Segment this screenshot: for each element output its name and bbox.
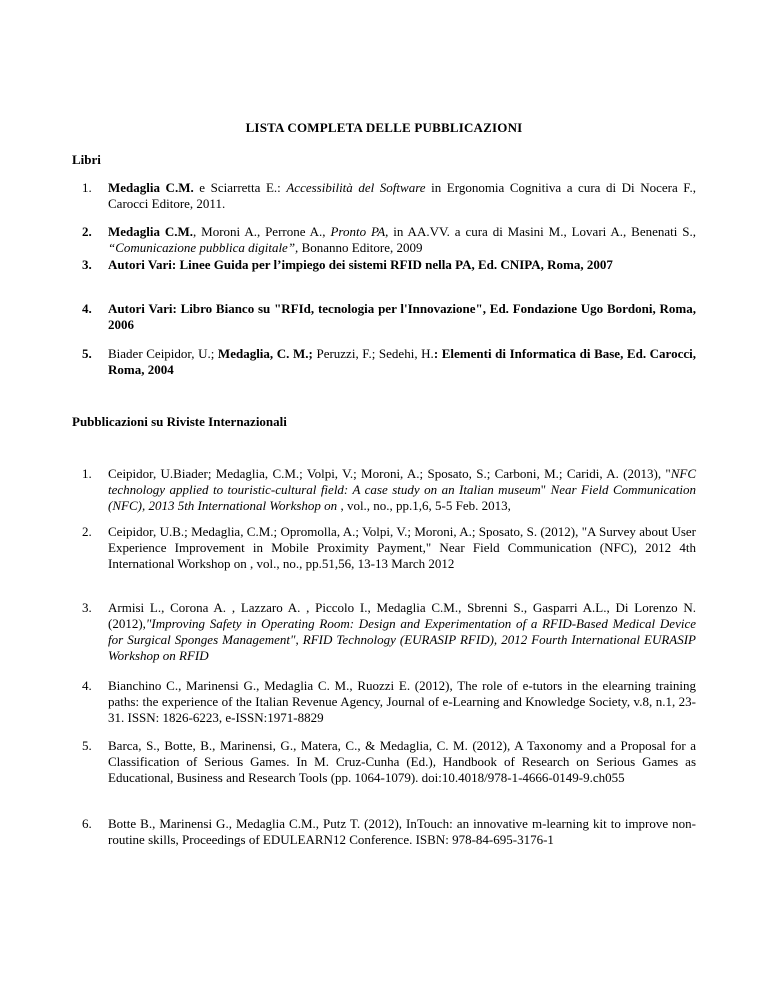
item-number: 4. — [82, 301, 92, 316]
item-text-part: Medaglia C.M. — [108, 180, 194, 195]
item-number: 5. — [82, 346, 92, 361]
item-text-part: Botte B., Marinensi G., Medaglia C.M., Putz T. (2012), InTouch: an innovative m-learning kit to improve non-routine skills, Proceedings of EDULEARN12 Conference. ISBN: 978-84-695-3176-1 — [108, 816, 696, 847]
list-item — [82, 301, 696, 333]
item-text-part: in AA.VV. a cura di Masini M., Lovari A., Benenati S., — [388, 224, 696, 239]
item-text-part: Peruzzi, F.; Sedehi, H. — [312, 346, 434, 361]
item-text-part: , Moroni A., Perrone A., — [193, 224, 331, 239]
list-item — [82, 524, 696, 572]
list-item — [82, 678, 696, 726]
item-text-part: Biader Ceipidor, U.; — [108, 346, 218, 361]
item-number: 6. — [82, 816, 92, 831]
list-item — [82, 257, 696, 273]
item-text-part: Autori Vari: Linee Guida per l’impiego dei sistemi RFID nella PA, Ed. CNIPA, Roma, 2007 — [108, 257, 613, 272]
section-heading-riviste: Pubblicazioni su Riviste Internazionali — [72, 414, 287, 429]
item-text-part: Armisi L., Corona A. , Lazzaro A. , Piccolo I., Medaglia C.M., Sbrenni S., Gasparri A.L., Di Lorenzo N. (2012), — [108, 600, 696, 631]
list-item — [82, 224, 696, 256]
item-text-part: NFC technology applied to touristic-cultural field: A case study on an Italian museum — [108, 466, 696, 497]
item-number: 4. — [82, 678, 92, 693]
item-number: 2. — [82, 524, 92, 539]
item-text-part: " — [540, 482, 551, 497]
item-number: 2. — [82, 224, 92, 239]
document-title: LISTA COMPLETA DELLE PUBBLICAZIONI — [245, 120, 523, 135]
item-text-part: Bianchino C., Marinensi G., Medaglia C. M., Ruozzi E. (2012), The role of e-tutors in the elearning training paths: the experience of the Italian Revenue Agency, Journal of e-Learning and Knowledge Society, v.8, n.1, 23-31. ISSN: 1826-6223, e-ISSN:1971-8829 — [108, 678, 696, 725]
item-text-part: Bonanno Editore, 2009 — [298, 240, 423, 255]
list-item — [82, 600, 696, 664]
list-item — [82, 738, 696, 786]
item-text-part: Medaglia C.M. — [108, 224, 194, 239]
item-text-part: “Comunicazione pubblica digitale”, — [108, 240, 299, 255]
item-text-part: Medaglia, C. M.; — [217, 346, 313, 361]
item-number: 1. — [82, 466, 92, 481]
list-item — [82, 180, 696, 212]
item-number: 3. — [82, 257, 92, 272]
item-number: 3. — [82, 600, 92, 615]
item-number: 1. — [82, 180, 92, 195]
item-text-part: Ceipidor, U.B.; Medaglia, C.M.; Opromolla, A.; Volpi, V.; Moroni, A.; Sposato, S. (2012), "A Survey about User Experience Improvement in Mobile Proximity Payment," Near Field Communication (NFC), 2012 4th International Workshop on , vol., no., pp.51,56, 13-13 March 2012 — [108, 524, 696, 571]
section-heading-libri: Libri — [72, 152, 101, 167]
item-text-part: e Sciarretta E.: — [193, 180, 287, 195]
item-text-part: , vol., no., pp.1,6, 5-5 Feb. 2013, — [337, 498, 511, 513]
item-text-part: Ceipidor, U.Biader; Medaglia, C.M.; Volpi, V.; Moroni, A.; Sposato, S.; Carboni, M.; Caridi, A. (2013), " — [108, 466, 671, 481]
item-text-part: : Elementi di Informatica di Base, Ed. Carocci, Roma, 2004 — [108, 346, 696, 377]
list-item — [82, 466, 696, 514]
item-text-part: Accessibilità del Software — [286, 180, 426, 195]
list-item — [82, 816, 696, 848]
item-text-part: Pronto PA, — [330, 224, 389, 239]
item-text-part: Near Field Communication (NFC), 2013 5th International Workshop on — [108, 482, 696, 513]
item-text-part: Barca, S., Botte, B., Marinensi, G., Matera, C., & Medaglia, C. M. (2012), A Taxonomy and a Proposal for a Classification of Serious Games. In M. Cruz-Cunha (Ed.), Handbook of Research on Serious Games as Educational, Business and Research Tools (pp. 1064-1079). doi:10.4018/978-1-4666-0149-9.ch055 — [108, 738, 696, 785]
list-item — [82, 346, 696, 378]
item-number: 5. — [82, 738, 92, 753]
item-text-part: "Improving Safety in Operating Room: Design and Experimentation of a RFID-Based Medical Device for Surgical Sponges Management", RFID Technology (EURASIP RFID), 2012 Fourth International EURASIP Workshop on RFID — [108, 616, 696, 663]
item-text-part: in Ergonomia Cognitiva a cura di Di Nocera F., Carocci Editore, 2011. — [108, 180, 696, 211]
item-text-part: Autori Vari: Libro Bianco su "RFId, tecnologia per l'Innovazione", Ed. Fondazione Ugo Bordoni, Roma, 2006 — [108, 301, 696, 332]
